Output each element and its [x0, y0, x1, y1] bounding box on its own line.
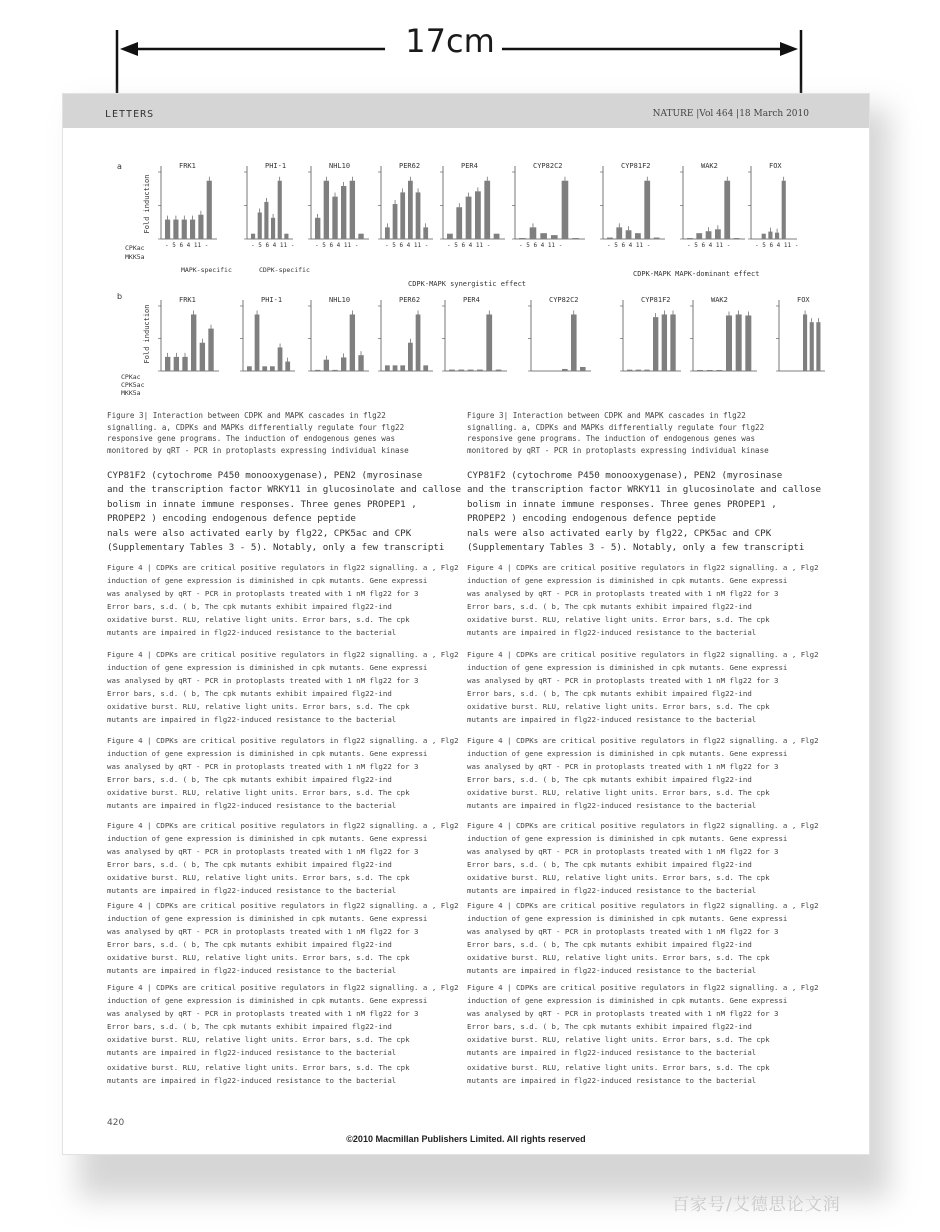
legend-left-line: mutants are impaired in flg22-induced resistance to the bacterial: [107, 885, 397, 895]
panel-b-bar: [270, 366, 275, 371]
legend-right-line: oxidative burst. RLU, relative light units. Error bars, s.d. The cpk: [467, 701, 770, 711]
panel-b-bar: [716, 370, 722, 371]
panel-a-bar: [484, 181, 490, 239]
legend-left-line: oxidative burst. RLU, relative light units. Error bars, s.d. The cpk: [107, 787, 410, 797]
legend-right-line: mutants are impaired in flg22-induced resistance to the bacterial: [467, 965, 757, 975]
legend-right-line: Error bars, s.d. ( b, The cpk mutants exhibit impaired flg22-ind: [467, 688, 752, 698]
intro-left-line: CYP81F2 (cytochrome P450 monooxygenase), PEN2 (myrosinase: [107, 470, 423, 481]
legend-left-line: induction of gene expression is diminished in cpk mutants. Gene expressi: [107, 913, 428, 923]
panel-a-bar: [724, 181, 730, 239]
panel-b-bar: [191, 314, 196, 371]
legend-left-line: induction of gene expression is diminished in cpk mutants. Gene expressi: [107, 833, 428, 843]
panel-a-gene-label: CYP81F2: [621, 162, 651, 170]
panel-b-bar: [408, 343, 413, 371]
legend-right-line: mutants are impaired in flg22-induced resistance to the bacterial: [467, 1047, 757, 1057]
panel-b-bar: [726, 315, 732, 371]
legend-block-right: [467, 562, 827, 639]
legend-left-line: oxidative burst. RLU, relative light units. Error bars, s.d. The cpk: [107, 614, 410, 624]
panel-b-bar: [341, 357, 346, 371]
legend-block-right: [467, 735, 827, 812]
panel-a-label: a: [117, 162, 122, 171]
panel-b-row-label: MKK5a: [121, 389, 141, 397]
panel-b-gene-label: FOX: [797, 296, 810, 304]
caption-left-line: responsive gene programs. The induction of endogenous genes was: [107, 434, 396, 444]
panel-b-bar: [165, 357, 170, 371]
legend-right-line: oxidative burst. RLU, relative light units. Error bars, s.d. The cpk: [467, 872, 770, 882]
legend-right-line: induction of gene expression is diminished in cpk mutants. Gene expressi: [467, 995, 788, 1005]
legend-right-line: was analysed by qRT - PCR in protoplasts treated with 1 nM flg22 for 3: [467, 1008, 779, 1018]
measure-arrow-right: [780, 42, 798, 56]
group-label-mapk-specific: MAPK-specific: [181, 266, 232, 274]
legend-right-line: Figure 4 | CDPKs are critical positive regulators in flg22 signalling. a , Flg2: [467, 650, 819, 659]
panel-a-condition-ticks: - 5 6 4 11 -: [251, 242, 295, 249]
tail-left-line: mutants are impaired in flg22-induced resistance to the bacterial: [107, 1075, 397, 1085]
journal-info: NATURE |Vol 464 |18 March 2010: [652, 109, 809, 119]
legend-right-line: oxidative burst. RLU, relative light units. Error bars, s.d. The cpk: [467, 614, 770, 624]
legend-right-line: Error bars, s.d. ( b, The cpk mutants exhibit impaired flg22-ind: [467, 1021, 752, 1031]
panel-b-bar: [285, 362, 290, 371]
panel-a-gene-label: FOX: [769, 162, 782, 170]
panel-a-gene-label: PER4: [461, 162, 478, 170]
panel-b-bar: [315, 370, 320, 371]
legend-right-line: oxidative burst. RLU, relative light units. Error bars, s.d. The cpk: [467, 1034, 770, 1044]
panel-b-bar: [468, 370, 474, 371]
intro-right-line: and the transcription factor WRKY11 in glucosinolate and callose: [467, 484, 822, 496]
panel-b-bar: [324, 360, 329, 371]
panel-a-bar: [332, 197, 337, 239]
panel-b-label: b: [117, 292, 123, 301]
panel-b-bar: [783, 370, 787, 371]
panel-a-bar: [278, 181, 282, 239]
legend-right-line: oxidative burst. RLU, relative light units. Error bars, s.d. The cpk: [467, 952, 770, 962]
panel-a-bar: [416, 192, 421, 239]
figure-caption-left: [107, 410, 467, 456]
legend-left-line: was analysed by qRT - PCR in protoplasts treated with 1 nM flg22 for 3: [107, 588, 419, 598]
panel-b-gene-label: NHL10: [329, 296, 351, 304]
legend-block-left: [107, 735, 467, 812]
panel-a-bar: [408, 181, 413, 239]
panel-b-bar: [790, 370, 794, 371]
legend-tail-left: [107, 1062, 467, 1088]
legend-tail-right: [467, 1062, 827, 1088]
panel-b-bar: [182, 357, 187, 371]
panel-b-bar: [580, 367, 586, 371]
panel-a-bar: [494, 234, 500, 239]
panel-a-bar: [358, 234, 363, 239]
panel-a-bar: [616, 227, 622, 239]
panel-a-bar: [198, 215, 203, 239]
panel-b-row-label: CPK5ac: [121, 381, 145, 389]
panel-a-condition-ticks: - 5 6 4 11 -: [607, 242, 651, 249]
legend-left-line: was analysed by qRT - PCR in protoplasts treated with 1 nM flg22 for 3: [107, 1008, 419, 1018]
panel-b-bar: [627, 370, 632, 371]
legend-left-line: mutants are impaired in flg22-induced resistance to the bacterial: [107, 627, 397, 637]
panel-b-bar: [423, 365, 428, 371]
panel-a-bar: [626, 230, 632, 239]
legend-left-line: Figure 4 | CDPKs are critical positive regulators in flg22 signalling. a , Flg2: [107, 821, 459, 830]
legend-right-line: Figure 4 | CDPKs are critical positive regulators in flg22 signalling. a , Flg2: [467, 736, 819, 745]
panel-b-bar: [255, 314, 260, 371]
panel-b-bar: [358, 355, 363, 371]
legend-left-line: was analysed by qRT - PCR in protoplasts treated with 1 nM flg22 for 3: [107, 846, 419, 856]
panel-a-bar: [190, 220, 195, 239]
panel-a-gene-label: FRK1: [179, 162, 196, 170]
panel-b-row-label: CPKac: [121, 373, 141, 381]
legend-left-line: induction of gene expression is diminished in cpk mutants. Gene expressi: [107, 575, 428, 585]
caption-left-line: monitored by qRT - PCR in protoplasts expressing individual kinase: [107, 445, 409, 455]
legend-right-line: Error bars, s.d. ( b, The cpk mutants exhibit impaired flg22-ind: [467, 859, 752, 869]
panel-a-condition-ticks: - 5 6 4 11 -: [385, 242, 429, 249]
panel-a-bar: [607, 238, 613, 239]
panel-b-bar: [707, 370, 713, 371]
legend-right-line: Error bars, s.d. ( b, The cpk mutants exhibit impaired flg22-ind: [467, 939, 752, 949]
panel-b-bar: [496, 370, 502, 371]
panel-a-bar: [385, 227, 390, 239]
measure-label: 17cm: [405, 22, 495, 60]
legend-right-line: was analysed by qRT - PCR in protoplasts treated with 1 nM flg22 for 3: [467, 926, 779, 936]
group-label-cdpk-specific: CDPK-specific: [259, 266, 310, 274]
intro-left-line: (Supplementary Tables 3 - 5). Notably, only a few transcripti: [107, 542, 445, 554]
copyright: ©2010 Macmillan Publishers Limited. All rights reserved: [346, 1134, 586, 1144]
panel-a-bar: [562, 181, 569, 239]
body-intro-right: [467, 469, 827, 555]
panel-b-bar: [200, 343, 205, 371]
panel-a-gene-label: WAK2: [701, 162, 718, 170]
panel-b-bar: [636, 370, 641, 371]
panel-a-bar: [264, 202, 268, 239]
measure-arrow-left: [120, 42, 138, 56]
legend-left-line: oxidative burst. RLU, relative light units. Error bars, s.d. The cpk: [107, 1034, 410, 1044]
panel-a-condition-ticks: - 5 6 4 11 -: [315, 242, 359, 249]
panel-b-gene-label: PHI-1: [261, 296, 283, 304]
page-number: 420: [107, 1118, 125, 1128]
panel-a-bar: [423, 227, 428, 239]
tail-right-line: mutants are impaired in flg22-induced resistance to the bacterial: [467, 1075, 757, 1085]
panel-b-bar: [174, 357, 179, 371]
body-intro-left: [107, 469, 467, 555]
panel-b-bar: [416, 314, 421, 371]
panel-a-condition-ticks: - 5 6 4 11 -: [519, 242, 563, 249]
panel-a-bar: [251, 234, 255, 239]
panel-a-condition-ticks: - 5 6 4 11 -: [165, 242, 209, 249]
panel-a-bar: [315, 218, 320, 239]
legend-right-line: induction of gene expression is diminished in cpk mutants. Gene expressi: [467, 913, 788, 923]
panel-b-bar: [385, 365, 390, 371]
panel-a-bar: [706, 231, 712, 239]
caption-right-line: signalling. a, CDPKs and MAPKs differentially regulate four flg22: [467, 422, 765, 432]
legend-block-right: [467, 649, 827, 726]
panel-b-bar: [393, 365, 398, 371]
panel-b-bar: [803, 314, 807, 371]
legend-left-line: Figure 4 | CDPKs are critical positive regulators in flg22 signalling. a , Flg2: [107, 650, 459, 659]
panel-b-axis-label: Fold induction: [143, 304, 151, 364]
panel-a-bar: [635, 233, 641, 239]
panel-b-bar: [449, 370, 455, 371]
panel-a-bar: [258, 213, 262, 239]
panel-a-bar: [400, 192, 405, 239]
intro-right-line: (Supplementary Tables 3 - 5). Notably, only a few transcripti: [467, 542, 805, 554]
legend-right-line: was analysed by qRT - PCR in protoplasts treated with 1 nM flg22 for 3: [467, 761, 779, 771]
panel-a-bar: [755, 238, 759, 239]
panel-a-bar: [519, 238, 526, 239]
legend-right-line: Error bars, s.d. ( b, The cpk mutants exhibit impaired flg22-ind: [467, 601, 752, 611]
panel-b-gene-label: CYP82C2: [549, 296, 579, 304]
panel-a-bar: [530, 227, 537, 239]
intro-left-line: nals were also activated early by flg22, CPK5ac and CPK: [107, 527, 412, 539]
legend-left-line: induction of gene expression is diminished in cpk mutants. Gene expressi: [107, 748, 428, 758]
panel-a-bar: [654, 238, 660, 239]
legend-block-left: [107, 982, 467, 1059]
panel-b-gene-label: PER4: [463, 296, 480, 304]
panel-a-bar: [447, 234, 453, 239]
group-label-synergistic: CDPK-MAPK synergistic effect: [408, 280, 527, 288]
legend-right-line: was analysed by qRT - PCR in protoplasts treated with 1 nM flg22 for 3: [467, 846, 779, 856]
panel-b-bar: [745, 315, 751, 371]
legend-right-line: oxidative burst. RLU, relative light units. Error bars, s.d. The cpk: [467, 787, 770, 797]
caption-right-line: responsive gene programs. The induction of endogenous genes was: [467, 434, 756, 444]
legend-left-line: Figure 4 | CDPKs are critical positive regulators in flg22 signalling. a , Flg2: [107, 901, 459, 910]
caption-right-line: monitored by qRT - PCR in protoplasts expressing individual kinase: [467, 445, 769, 455]
legend-right-line: was analysed by qRT - PCR in protoplasts treated with 1 nM flg22 for 3: [467, 588, 779, 598]
panel-b-gene-label: WAK2: [711, 296, 728, 304]
legend-right-line: Figure 4 | CDPKs are critical positive regulators in flg22 signalling. a , Flg2: [467, 563, 819, 572]
legend-block-left: [107, 900, 467, 977]
legend-left-line: mutants are impaired in flg22-induced resistance to the bacterial: [107, 1047, 397, 1057]
legend-right-line: mutants are impaired in flg22-induced resistance to the bacterial: [467, 627, 757, 637]
panel-a-gene-label: CYP82C2: [533, 162, 563, 170]
intro-left-line: bolism in innate immune responses. Three genes PROPEP1 ,: [107, 498, 417, 510]
panel-a-row-label: CPKac: [125, 244, 145, 252]
panel-b-bar: [736, 314, 742, 371]
legend-right-line: Figure 4 | CDPKs are critical positive regulators in flg22 signalling. a , Flg2: [467, 901, 819, 910]
legend-right-line: Error bars, s.d. ( b, The cpk mutants exhibit impaired flg22-ind: [467, 774, 752, 784]
legend-right-line: induction of gene expression is diminished in cpk mutants. Gene expressi: [467, 748, 788, 758]
panel-a-bar: [551, 235, 558, 239]
panel-b-bar: [278, 347, 283, 371]
panel-b-bar: [562, 369, 568, 371]
intro-left-line: and the transcription factor WRKY11 in glucosinolate and callose: [107, 484, 462, 496]
intro-right-line: PROPEP2 ) encoding endogenous defence peptide: [467, 513, 716, 525]
panel-b-bar: [486, 314, 492, 371]
panel-b-bar: [653, 317, 658, 371]
panel-b-bar: [644, 370, 649, 371]
legend-left-line: induction of gene expression is diminished in cpk mutants. Gene expressi: [107, 995, 428, 1005]
legend-right-line: Figure 4 | CDPKs are critical positive regulators in flg22 signalling. a , Flg2: [467, 983, 819, 992]
panel-a-bar: [762, 234, 766, 239]
panel-b-bar: [697, 370, 703, 371]
panel-b-bar: [247, 366, 252, 371]
intro-right-line: bolism in innate immune responses. Three genes PROPEP1 ,: [467, 498, 777, 510]
legend-left-line: was analysed by qRT - PCR in protoplasts treated with 1 nM flg22 for 3: [107, 761, 419, 771]
panel-a-gene-label: PHI-1: [265, 162, 287, 170]
legend-left-line: oxidative burst. RLU, relative light units. Error bars, s.d. The cpk: [107, 872, 410, 882]
tail-right-line: oxidative burst. RLU, relative light units. Error bars, s.d. The cpk: [467, 1063, 770, 1072]
panel-a-condition-ticks: - 5 6 4 11 -: [447, 242, 491, 249]
legend-left-line: induction of gene expression is diminished in cpk mutants. Gene expressi: [107, 662, 428, 672]
panel-a-bar: [644, 181, 650, 239]
caption-left-line: signalling. a, CDPKs and MAPKs differentially regulate four flg22: [107, 422, 405, 432]
panel-a-bar: [324, 181, 329, 239]
panel-a-bar: [165, 220, 170, 239]
panel-b-bar: [458, 370, 464, 371]
panel-a-condition-ticks: - 5 6 4 11 -: [687, 242, 731, 249]
panel-b-bar: [816, 322, 820, 371]
legend-block-right: [467, 900, 827, 977]
legend-right-line: Figure 4 | CDPKs are critical positive regulators in flg22 signalling. a , Flg2: [467, 821, 819, 830]
legend-left-line: Figure 4 | CDPKs are critical positive regulators in flg22 signalling. a , Flg2: [107, 736, 459, 745]
panel-a-bar: [734, 238, 740, 239]
panel-a-bar: [393, 204, 398, 239]
legend-left-line: Error bars, s.d. ( b, The cpk mutants exhibit impaired flg22-ind: [107, 859, 392, 869]
legend-right-line: induction of gene expression is diminished in cpk mutants. Gene expressi: [467, 662, 788, 672]
legend-right-line: mutants are impaired in flg22-induced resistance to the bacterial: [467, 714, 757, 724]
figure-caption-right: [467, 410, 827, 456]
intro-right-line: CYP81F2 (cytochrome P450 monooxygenase), PEN2 (myrosinase: [467, 470, 783, 481]
legend-left-line: mutants are impaired in flg22-induced resistance to the bacterial: [107, 965, 397, 975]
tail-left-line: oxidative burst. RLU, relative light units. Error bars, s.d. The cpk: [107, 1063, 410, 1072]
panel-b-bar: [571, 314, 577, 371]
legend-right-line: induction of gene expression is diminished in cpk mutants. Gene expressi: [467, 575, 788, 585]
panel-a-bar: [182, 220, 187, 239]
panel-b-bar: [350, 314, 355, 371]
panel-b-bar: [262, 366, 267, 371]
caption-right-line: Figure 3| Interaction between CDPK and MAPK cascades in flg22: [467, 411, 746, 420]
panel-a-bar: [540, 233, 547, 239]
legend-block-left: [107, 562, 467, 639]
section-label: LETTERS: [105, 109, 155, 120]
panel-b-bar: [810, 322, 814, 371]
journal-page: [62, 93, 870, 1155]
panel-b-bar: [662, 314, 667, 371]
legend-right-line: was analysed by qRT - PCR in protoplasts treated with 1 nM flg22 for 3: [467, 675, 779, 685]
panel-a-bar: [271, 218, 275, 239]
figure-3: [63, 94, 869, 414]
legend-right-line: mutants are impaired in flg22-induced resistance to the bacterial: [467, 885, 757, 895]
panel-b-bar: [332, 370, 337, 371]
legend-left-line: Error bars, s.d. ( b, The cpk mutants exhibit impaired flg22-ind: [107, 939, 392, 949]
intro-left-line: PROPEP2 ) encoding endogenous defence peptide: [107, 513, 356, 525]
panel-a-bar: [788, 238, 792, 239]
panel-a-bar: [687, 238, 693, 239]
panel-a-bar: [715, 229, 721, 239]
legend-left-line: Error bars, s.d. ( b, The cpk mutants exhibit impaired flg22-ind: [107, 688, 392, 698]
panel-a-condition-ticks: - 5 6 4 11 -: [755, 242, 799, 249]
panel-b-gene-label: FRK1: [179, 296, 196, 304]
panel-a-gene-label: NHL10: [329, 162, 351, 170]
legend-left-line: mutants are impaired in flg22-induced resistance to the bacterial: [107, 714, 397, 724]
panel-b-bar: [208, 329, 213, 371]
panel-a-bar: [284, 234, 288, 239]
legend-left-line: Figure 4 | CDPKs are critical positive regulators in flg22 signalling. a , Flg2: [107, 983, 459, 992]
panel-a-bar: [696, 233, 702, 239]
legend-left-line: Error bars, s.d. ( b, The cpk mutants exhibit impaired flg22-ind: [107, 601, 392, 611]
intro-right-line: nals were also activated early by flg22, CPK5ac and CPK: [467, 527, 772, 539]
legend-block-left: [107, 649, 467, 726]
panel-a-axis-label: Fold induction: [143, 174, 151, 234]
legend-left-line: was analysed by qRT - PCR in protoplasts treated with 1 nM flg22 for 3: [107, 926, 419, 936]
panel-b-bar: [796, 370, 800, 371]
panel-a-bar: [775, 233, 779, 239]
panel-b-bar: [400, 365, 405, 371]
watermark: 百家号/艾德思论文润: [672, 1195, 841, 1215]
legend-left-line: oxidative burst. RLU, relative light units. Error bars, s.d. The cpk: [107, 701, 410, 711]
panel-a-bar: [173, 220, 178, 239]
panel-a-bar: [456, 207, 462, 239]
legend-left-line: Error bars, s.d. ( b, The cpk mutants exhibit impaired flg22-ind: [107, 774, 392, 784]
legend-left-line: was analysed by qRT - PCR in protoplasts treated with 1 nM flg22 for 3: [107, 675, 419, 685]
panel-a-bar: [572, 238, 579, 239]
legend-left-line: mutants are impaired in flg22-induced resistance to the bacterial: [107, 800, 397, 810]
legend-left-line: Figure 4 | CDPKs are critical positive regulators in flg22 signalling. a , Flg2: [107, 563, 459, 572]
legend-right-line: mutants are impaired in flg22-induced resistance to the bacterial: [467, 800, 757, 810]
panel-a-bar: [350, 181, 355, 239]
legend-left-line: oxidative burst. RLU, relative light units. Error bars, s.d. The cpk: [107, 952, 410, 962]
panel-a-bar: [782, 181, 786, 239]
legend-block-right: [467, 982, 827, 1059]
panel-a-gene-label: PER62: [399, 162, 421, 170]
panel-a-bar: [207, 181, 212, 239]
panel-a-row-label: MKK5a: [125, 253, 145, 261]
legend-right-line: induction of gene expression is diminished in cpk mutants. Gene expressi: [467, 833, 788, 843]
legend-block-right: [467, 820, 827, 897]
panel-a-bar: [341, 186, 346, 239]
legend-left-line: Error bars, s.d. ( b, The cpk mutants exhibit impaired flg22-ind: [107, 1021, 392, 1031]
group-label-mapk-dominant: CDPK-MAPK MAPK-dominant effect: [633, 270, 760, 278]
panel-b-bar: [670, 314, 675, 371]
caption-left-line: Figure 3| Interaction between CDPK and MAPK cascades in flg22: [107, 411, 386, 420]
panel-b-gene-label: PER62: [399, 296, 421, 304]
panel-b-bar: [477, 370, 483, 371]
panel-a-bar: [768, 232, 772, 239]
legend-block-left: [107, 820, 467, 897]
panel-a-bar: [466, 197, 472, 239]
panel-b-gene-label: CYP81F2: [641, 296, 671, 304]
panel-a-bar: [475, 191, 481, 239]
